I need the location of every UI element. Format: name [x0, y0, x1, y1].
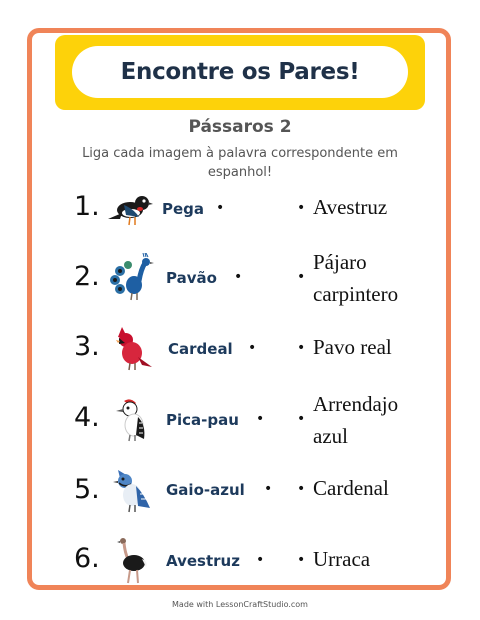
footer-credit: Made with LessonCraftStudio.com [172, 600, 308, 609]
title-pill [72, 46, 408, 98]
right-match-dot[interactable]: • [297, 269, 306, 285]
right-match-dot[interactable]: • [297, 481, 306, 497]
woodpecker-icon [108, 395, 158, 445]
bird-word: Pega [162, 200, 205, 218]
right-match-dot[interactable]: • [297, 552, 306, 568]
answer-word: Avestruz [313, 195, 388, 219]
right-match-dot[interactable]: • [297, 411, 306, 427]
magpie-icon [104, 183, 154, 233]
match-row-1 [0, 180, 480, 240]
bird-word: Gaio-azul [166, 481, 245, 499]
item-number: 1. [74, 191, 100, 222]
answer-word: Urraca [313, 547, 371, 571]
peacock-icon [108, 253, 158, 303]
match-row-2 [0, 248, 480, 308]
blue-jay-icon [108, 466, 158, 516]
worksheet-subtitle: Pássaros 2 [188, 117, 292, 137]
answer-word: Pájaro carpintero [313, 250, 399, 306]
cardinal-icon [108, 323, 158, 373]
item-number: 6. [74, 543, 100, 574]
left-match-dot[interactable]: • [216, 200, 225, 216]
answer-word: Cardenal [313, 476, 389, 500]
match-row-5 [0, 461, 480, 521]
left-match-dot[interactable]: • [234, 269, 243, 285]
right-match-dot[interactable]: • [297, 340, 306, 356]
item-number: 5. [74, 474, 100, 505]
ostrich-icon [108, 535, 158, 585]
bird-word: Cardeal [168, 340, 233, 358]
match-row-4 [0, 390, 480, 450]
item-number: 3. [74, 331, 100, 362]
answer-word: Arrendajo azul [313, 392, 399, 448]
left-match-dot[interactable]: • [264, 481, 273, 497]
match-row-3 [0, 320, 480, 380]
bird-word: Pica-pau [166, 411, 239, 429]
left-match-dot[interactable]: • [256, 552, 265, 568]
bird-word: Avestruz [166, 552, 240, 570]
bird-word: Pavão [166, 269, 217, 287]
right-match-dot[interactable]: • [297, 200, 306, 216]
item-number: 4. [74, 402, 100, 433]
left-match-dot[interactable]: • [248, 340, 257, 356]
answer-word: Pavo real [313, 335, 392, 359]
item-number: 2. [74, 261, 100, 292]
left-match-dot[interactable]: • [256, 411, 265, 427]
instructions: Liga cada imagem à palavra correspondente em espanhol! [82, 146, 398, 180]
match-row-6 [0, 532, 480, 592]
page-title: Encontre os Pares! [120, 59, 360, 85]
